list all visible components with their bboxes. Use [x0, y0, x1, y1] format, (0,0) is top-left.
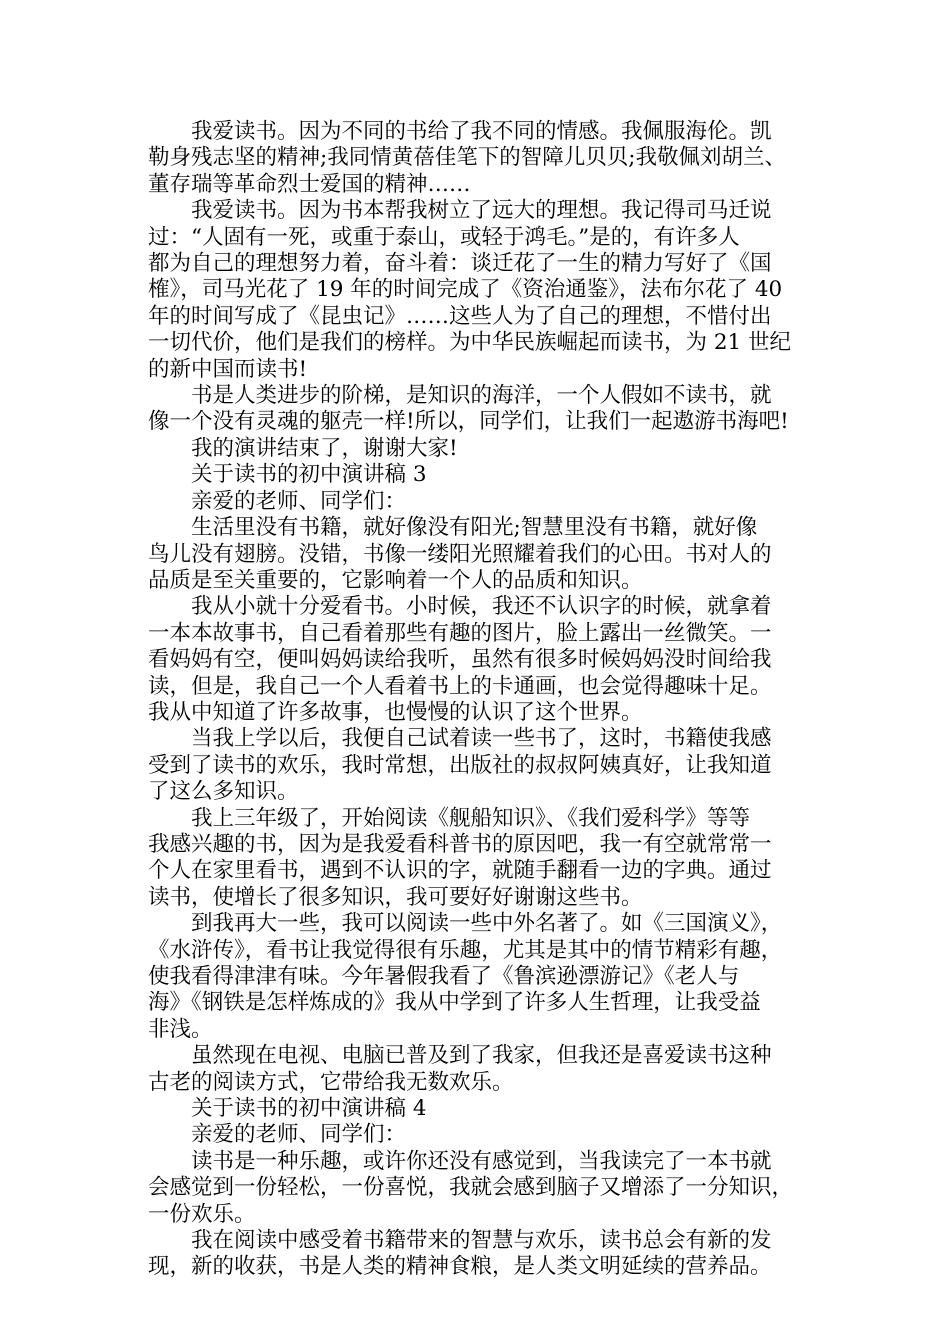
text-line: 海》《钢铁是怎样炼成的》我从中学到了许多人生哲理，让我受益: [148, 990, 761, 1016]
text-line: 看妈妈有空，便叫妈妈读给我听，虽然有很多时候妈妈没时间给我: [148, 647, 772, 673]
text-line: 一份欢乐。: [148, 1201, 256, 1227]
text-line: 读书是一种乐趣，或许你还没有感觉到，当我读完了一本书就: [191, 1148, 772, 1174]
text-line: 了这么多知识。: [148, 779, 299, 805]
text-line: 过：“人固有一死，或重于泰山，或轻于鸿毛。”是的，有许多人: [148, 224, 740, 250]
text-line: 我的演讲结束了，谢谢大家!: [191, 435, 458, 461]
paragraph: [148, 726, 810, 805]
text-line: 像一个没有灵魂的躯壳一样!所以，同学们，让我们一起遨游书海吧!: [148, 409, 789, 435]
paragraph: [148, 436, 810, 462]
text-line: 我从中知道了许多故事，也慢慢的认识了这个世界。: [148, 699, 643, 725]
text-line: 使我看得津津有味。今年暑假我看了《鲁滨逊漂游记》《老人与: [148, 964, 740, 989]
text-line: 当我上学以后，我便自己试着读一些书了，这时，书籍使我感: [191, 726, 772, 752]
text-line: 读，但是，我自己一个人看着书上的卡通画，也会觉得趣味十足。: [148, 673, 772, 699]
text-line: 我在阅读中感受着书籍带来的智慧与欢乐，读书总会有新的发: [191, 1228, 772, 1254]
text-line: 非浅。: [148, 1016, 213, 1042]
text-line: 亲爱的老师、同学们：: [191, 1122, 407, 1148]
text-line: 《水浒传》，看书让我觉得很有乐趣，尤其是其中的情节精彩有趣，: [148, 937, 783, 963]
text-line: 我从小就十分爱看书。小时候，我还不认识字的时候，就拿着: [191, 594, 772, 620]
text-line: 我感兴趣的书，因为是我爱看科普书的原因吧，我一有空就常常一: [148, 831, 772, 857]
text-line: 亲爱的老师、同学们：: [191, 488, 407, 514]
paragraph: [148, 515, 810, 594]
text-line: 会感觉到一份轻松，一份喜悦，我就会感到脑子又增添了一分知识，: [148, 1175, 794, 1201]
text-line: 现，新的收获，书是人类的精神食粮，是人类文明延续的营养品。: [148, 1254, 772, 1280]
paragraph: [148, 1228, 810, 1281]
paragraph: [148, 806, 810, 912]
paragraph: [148, 383, 810, 436]
text-line: 生活里没有书籍，就好像没有阳光;智慧里没有书籍，就好像: [191, 515, 758, 541]
text-line: 一切代价，他们是我们的榜样。为中华民族崛起而读书，为 21 世纪: [148, 330, 792, 356]
text-line: 到我再大一些，我可以阅读一些中外名著了。如《三国演义》，: [191, 911, 783, 937]
paragraph: [148, 1043, 810, 1096]
text-line: 一本本故事书，自己看着那些有趣的图片，脸上露出一丝微笑。一: [148, 620, 772, 646]
text-line: 榷》，司马光花了 19 年的时间完成了《资治通鉴》，法布尔花了 40: [148, 277, 783, 303]
text-line: 品质是至关重要的，它影响着一个人的品质和知识。: [148, 567, 643, 593]
paragraph: [148, 594, 810, 726]
text-line: 关于读书的初中演讲稿 3: [191, 462, 427, 488]
text-line: 我上三年级了，开始阅读《舰船知识》、《我们爱科学》等等: [191, 805, 751, 831]
text-line: 古老的阅读方式，它带给我无数欢乐。: [148, 1069, 514, 1095]
paragraph: [148, 1149, 810, 1228]
text-line: 的新中国而读书!: [148, 356, 308, 382]
paragraph: [148, 489, 810, 515]
text-line: 我爱读书。因为不同的书给了我不同的情感。我佩服海伦。凯: [191, 119, 772, 144]
text-line: 勒身残志坚的精神;我同情黄蓓佳笔下的智障儿贝贝;我敬佩刘胡兰、: [148, 145, 786, 171]
text-line: 虽然现在电视、电脑已普及到了我家，但我还是喜爱读书这种: [191, 1043, 772, 1069]
paragraph: [148, 462, 810, 488]
text-line: 我爱读书。因为书本帮我树立了远大的理想。我记得司马迁说: [191, 198, 772, 224]
text-line: 书是人类进步的阶梯，是知识的海洋，一个人假如不读书，就: [191, 383, 772, 409]
text-line: 董存瑞等革命烈士爱国的精神……: [148, 171, 471, 197]
text-line: 关于读书的初中演讲稿 4: [191, 1096, 427, 1122]
text-line: 鸟儿没有翅膀。没错，书像一缕阳光照耀着我们的心田。书对人的: [148, 541, 772, 567]
document-page: [148, 119, 810, 1281]
text-line: 个人在家里看书，遇到不认识的字，就随手翻看一边的字典。通过: [148, 858, 772, 884]
text-line: 年的时间写成了《昆虫记》……这些人为了自己的理想，不惜付出: [148, 303, 772, 329]
paragraph: [148, 911, 810, 1043]
text-line: 受到了读书的欢乐，我时常想，出版社的叔叔阿姨真好，让我知道: [148, 752, 772, 778]
paragraph: [148, 1122, 810, 1148]
paragraph: [148, 119, 810, 198]
text-line: 都为自己的理想努力着，奋斗着：谈迁花了一生的精力写好了《国: [148, 251, 772, 277]
paragraph: [148, 1096, 810, 1122]
paragraph: [148, 198, 810, 383]
text-line: 读书，使增长了很多知识，我可要好好谢谢这些书。: [148, 884, 643, 910]
